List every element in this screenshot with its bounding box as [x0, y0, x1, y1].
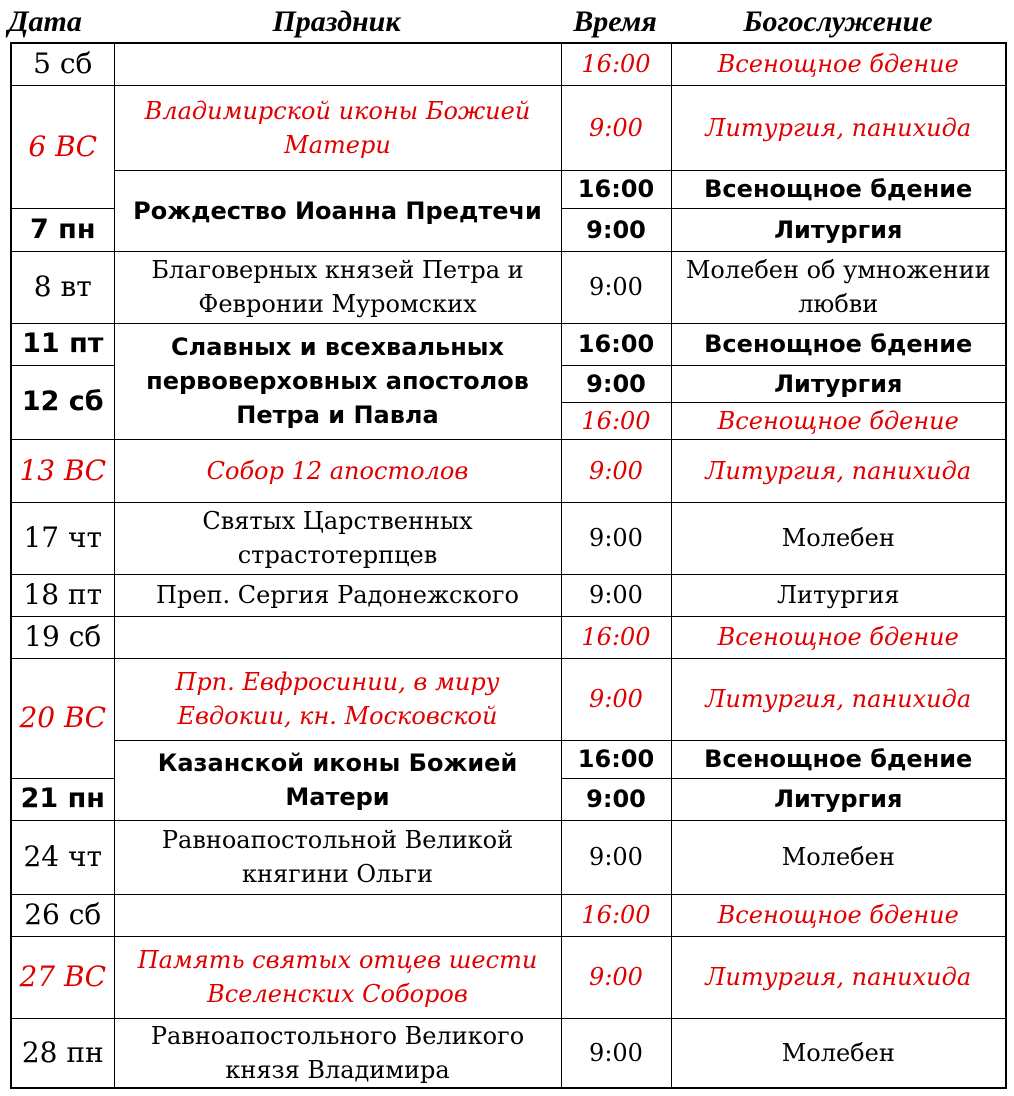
table-row [11, 43, 1006, 85]
feast-cell: Преп. Сергия Радонежского [114, 574, 561, 616]
date-cell: 11 пт [11, 323, 114, 365]
date-cell: 21 пн [11, 778, 114, 820]
feast-cell: Равноапостольного Великого князя Владимира [114, 1018, 561, 1088]
time-cell: 9:00 [561, 658, 671, 740]
date-cell: 17 чт [11, 502, 114, 574]
time-cell: 9:00 [561, 936, 671, 1018]
date-cell: 18 пт [11, 574, 114, 616]
date-cell: 13 ВС [11, 439, 114, 502]
table-row [11, 936, 1006, 1018]
time-cell: 9:00 [561, 85, 671, 170]
time-cell: 9:00 [561, 208, 671, 251]
date-cell: 6 ВС [11, 85, 114, 208]
feast-cell: Святых Царственных страстотерпцев [114, 502, 561, 574]
service-cell: Всенощное бдение [671, 740, 1006, 778]
feast-cell [114, 894, 561, 936]
service-cell: Молебен [671, 1018, 1006, 1088]
service-cell: Молебен [671, 502, 1006, 574]
time-cell: 9:00 [561, 778, 671, 820]
date-cell: 7 пн [11, 208, 114, 251]
service-cell: Молебен об умножении любви [671, 251, 1006, 323]
service-cell: Литургия [671, 778, 1006, 820]
time-cell: 9:00 [561, 820, 671, 894]
header-feast: Праздник [272, 5, 401, 38]
service-cell: Литургия, панихида [671, 936, 1006, 1018]
feast-cell: Память святых отцев шести Вселенских Соборов [114, 936, 561, 1018]
feast-cell: Прп. Евфросинии, в миру Евдокии, кн. Московской [114, 658, 561, 740]
time-cell: 16:00 [561, 616, 671, 658]
feast-cell [114, 616, 561, 658]
time-cell: 9:00 [561, 502, 671, 574]
service-cell: Всенощное бдение [671, 894, 1006, 936]
table-row [11, 658, 1006, 740]
feast-cell: Славных и всехвальных первоверховных апостолов Петра и Павла [114, 323, 561, 439]
header-date: Дата [8, 5, 82, 38]
service-cell: Всенощное бдение [671, 43, 1006, 85]
table-row [11, 439, 1006, 502]
feast-cell [114, 43, 561, 85]
time-cell: 16:00 [561, 43, 671, 85]
service-cell: Молебен [671, 820, 1006, 894]
header-time: Время [573, 5, 657, 38]
date-cell: 20 ВС [11, 658, 114, 778]
time-cell: 16:00 [561, 894, 671, 936]
table-row [11, 1018, 1006, 1088]
service-cell: Всенощное бдение [671, 323, 1006, 365]
date-cell: 26 сб [11, 894, 114, 936]
table-row [11, 251, 1006, 323]
feast-cell: Собор 12 апостолов [114, 439, 561, 502]
date-cell: 28 пн [11, 1018, 114, 1088]
header-service: Богослужение [743, 5, 933, 38]
service-cell: Литургия [671, 365, 1006, 402]
table-row [11, 85, 1006, 170]
feast-cell: Казанской иконы Божией Матери [114, 740, 561, 820]
table-row [11, 894, 1006, 936]
time-cell: 16:00 [561, 402, 671, 439]
date-cell: 24 чт [11, 820, 114, 894]
time-cell: 9:00 [561, 439, 671, 502]
table-row [11, 574, 1006, 616]
service-cell: Литургия [671, 574, 1006, 616]
date-cell: 19 сб [11, 616, 114, 658]
service-cell: Всенощное бдение [671, 402, 1006, 439]
service-cell: Литургия, панихида [671, 439, 1006, 502]
feast-cell: Равноапостольной Великой княгини Ольги [114, 820, 561, 894]
date-cell: 27 ВС [11, 936, 114, 1018]
time-cell: 16:00 [561, 323, 671, 365]
table-row [11, 740, 1006, 778]
table-row [11, 323, 1006, 365]
table-row [11, 502, 1006, 574]
time-cell: 16:00 [561, 740, 671, 778]
table-row [11, 820, 1006, 894]
service-cell: Литургия, панихида [671, 85, 1006, 170]
feast-cell: Рождество Иоанна Предтечи [114, 170, 561, 251]
service-cell: Всенощное бдение [671, 170, 1006, 208]
time-cell: 16:00 [561, 170, 671, 208]
service-cell: Литургия [671, 208, 1006, 251]
time-cell: 9:00 [561, 574, 671, 616]
date-cell: 8 вт [11, 251, 114, 323]
table-row [11, 616, 1006, 658]
service-cell: Литургия, панихида [671, 658, 1006, 740]
feast-cell: Владимирской иконы Божией Матери [114, 85, 561, 170]
feast-cell: Благоверных князей Петра и Февронии Муромских [114, 251, 561, 323]
schedule-table [10, 42, 1007, 1089]
table-row [11, 170, 1006, 208]
date-cell: 12 сб [11, 365, 114, 439]
time-cell: 9:00 [561, 251, 671, 323]
time-cell: 9:00 [561, 365, 671, 402]
service-cell: Всенощное бдение [671, 616, 1006, 658]
time-cell: 9:00 [561, 1018, 671, 1088]
date-cell: 5 сб [11, 43, 114, 85]
